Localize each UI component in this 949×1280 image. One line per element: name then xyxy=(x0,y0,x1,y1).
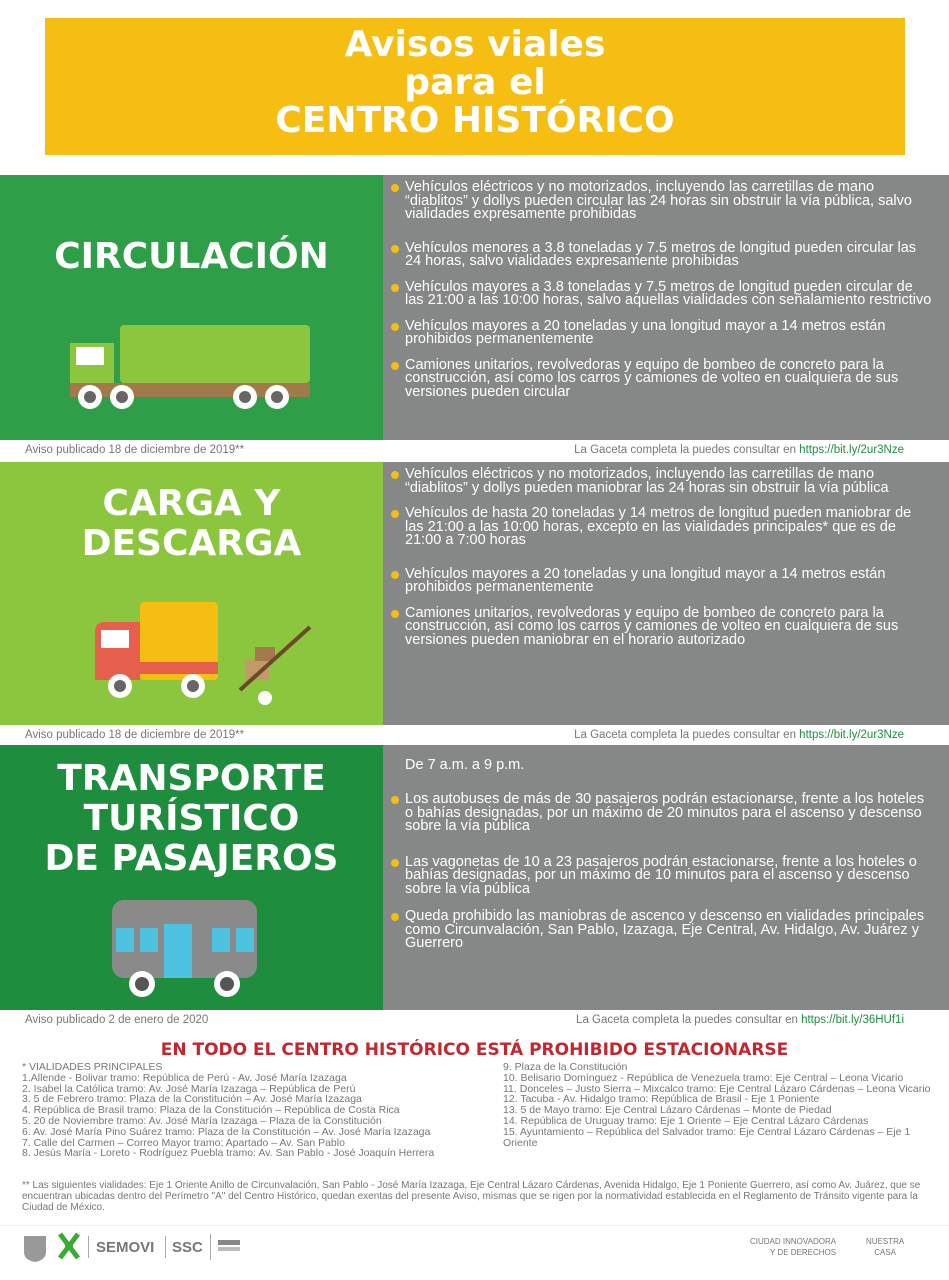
ciudad-line: Y DE DERECHOS xyxy=(770,1248,837,1257)
rule-item: Vehículos mayores a 3.8 toneladas y 7.5 metros de longitud pueden circular de las 21:00 a las 10:00 horas, salvo aquellas vialidades con señalamiento restrictivo xyxy=(391,281,933,308)
vialidad-item: 5. 20 de Noviembre tramo: Av. José María Izazaga – Plaza de la Constitución xyxy=(22,1114,382,1127)
section-1 xyxy=(0,462,949,725)
delivery-truck-icon xyxy=(95,602,325,716)
section-panel xyxy=(0,745,383,1010)
gaceta-link[interactable]: https://bit.ly/2ur3Nze xyxy=(799,444,904,456)
vialidad-item: 2. Isabel la Católica tramo: Av. José María Izazaga – República de Perú xyxy=(22,1082,356,1095)
vialidad-item: 6. Av. José María Pino Suárez tramo: Plaza de la Constitución – Av. José María Izazaga xyxy=(22,1125,431,1138)
gaceta-link[interactable]: https://bit.ly/36HUf1i xyxy=(801,1014,904,1026)
page-title xyxy=(45,18,905,155)
rule-item: Vehículos mayores a 20 toneladas y una longitud mayor a 14 metros están prohibidos permanentemente xyxy=(391,568,933,595)
gaceta-text: La Gaceta completa la puedes consultar en xyxy=(574,729,796,741)
section-title: CIRCULACIÓN xyxy=(54,236,329,277)
vialidad-item: 10. Belisario Domínguez - República de Venezuela tramo: Eje Central – Leona Vicario xyxy=(503,1071,904,1084)
vialidad-item: 13. 5 de Mayo tramo: Eje Central Lázaro Cárdenas – Monte de Piedad xyxy=(503,1104,832,1117)
vialidad-item: 12. Tacuba - Av. Hidalgo tramo: República de Brasil - Eje 1 Poniente xyxy=(503,1093,820,1106)
casa-line: CASA xyxy=(874,1248,897,1257)
section-title: DESCARGA xyxy=(81,523,302,564)
vialidad-item: 11. Donceles – Justo Sierra – Mixcalco tramo: Eje Central Lázaro Cárdenas – Leona Vicario xyxy=(503,1082,931,1095)
section-panel xyxy=(0,175,383,440)
vialidad-item: 3. 5 de Febrero tramo: Plaza de la Constitución – Av. José María Izazaga xyxy=(22,1093,362,1106)
section-footer xyxy=(0,440,949,460)
published-date: Aviso publicado 18 de diciembre de 2019** xyxy=(25,444,245,456)
vialidad-item: 14. República de Uruguay tramo: Eje 1 Oriente – Eje Central Lázaro Cárdenas xyxy=(503,1114,869,1127)
ciudad-logo xyxy=(750,1236,836,1258)
rule-item: Vehículos eléctricos y no motorizados, incluyendo las carretillas de mano “diablitos” y dollys pueden circular las 24 horas sin obstruir la vía pública, salvo vialidades expresamente prohibidas xyxy=(391,181,933,222)
schedule-text: De 7 a.m. a 9 p.m. xyxy=(405,757,525,773)
title-line: Avisos viales xyxy=(344,24,606,65)
nuestra-casa-logo xyxy=(866,1236,904,1258)
rules-panel xyxy=(383,462,949,725)
published-date: Aviso publicado 18 de diciembre de 2019** xyxy=(25,729,245,741)
vialidad-item: 4. República de Brasil tramo: Plaza de la Constitución – República de Costa Rica xyxy=(22,1104,400,1117)
rule-item: Vehículos eléctricos y no motorizados, incluyendo las carretillas de mano “diablitos” y dollys pueden maniobrar las 24 horas sin obstruir la vía pública xyxy=(391,468,933,495)
vialidades-left xyxy=(22,1062,492,1159)
rule-item: Vehículos mayores a 20 toneladas y una longitud mayor a 14 metros están prohibidos permanentemente xyxy=(391,320,933,347)
cdmx-shield-icon xyxy=(22,1234,48,1262)
bus-icon xyxy=(112,900,262,1014)
rule-item: Las vagonetas de 10 a 23 pasajeros podrán estacionarse, frente a los hoteles o bahías designadas, por un máximo de 10 minutos para el ascenso y descenso sobre la vía pública xyxy=(391,856,933,897)
vialidad-item: 1.Allende - Bolivar tramo: República de Perú - Av. José María Izazaga xyxy=(22,1071,347,1084)
gaceta-text: La Gaceta completa la puedes consultar en xyxy=(576,1014,798,1026)
rule-item: Vehículos de hasta 20 toneladas y 14 metros de longitud pueden maniobrar de las 21:00 a las 10:00 horas, excepto en las vialidades principales* que es de 21:00 a 7:00 horas xyxy=(391,507,933,548)
section-title: TRANSPORTE xyxy=(57,758,326,799)
title-line: para el xyxy=(404,62,546,103)
rule-item: Los autobuses de más de 30 pasajeros podrán estacionarse, frente a los hoteles o bahías designadas, por un máximo de 20 minutos para el ascenso y descenso sobre la vía pública xyxy=(391,793,933,834)
section-2 xyxy=(0,745,949,1010)
gaceta-note xyxy=(574,440,904,460)
section-panel xyxy=(0,462,383,725)
section-title: DE PASAJEROS xyxy=(44,838,339,879)
vialidad-item: 8. Jesús María - Loreto - Rodríguez Puebla tramo: Av. San Pablo - José Joaquín Herrera xyxy=(22,1147,435,1160)
truck-icon xyxy=(70,325,320,419)
rules-panel xyxy=(383,745,949,1010)
vialidad-item: 15. Ayuntamiento – República del Salvador tramo: Eje Central Lázaro Cárdenas – Eje 1 Oriente xyxy=(503,1125,911,1149)
rule-item: Queda prohibido las maniobras de ascenco y descenso en vialidades principales como Circunvalación, San Pablo, Izazaga, Eje Central, Av. Hidalgo, Av. Juárez y Guerrero xyxy=(391,910,933,951)
section-footer xyxy=(0,725,949,745)
published-date: Aviso publicado 2 de enero de 2020 xyxy=(25,1014,209,1026)
gaceta-note xyxy=(576,1010,904,1030)
centro-historico-logo-icon xyxy=(218,1240,240,1252)
prohibition-heading: EN TODO EL CENTRO HISTÓRICO ESTÁ PROHIBIDO ESTACIONARSE xyxy=(160,1040,789,1060)
section-title: TURÍSTICO xyxy=(83,798,300,839)
gaceta-note xyxy=(574,725,904,745)
gaceta-link[interactable]: https://bit.ly/2ur3Nze xyxy=(799,729,904,741)
logo-bar xyxy=(0,1225,949,1265)
rules-panel xyxy=(383,175,949,440)
title-line: CENTRO HISTÓRICO xyxy=(275,100,675,141)
footnote: ** Las siguientes vialidades: Eje 1 Oriente Anillo de Circunvalación, San Pablo - José María Izazaga, Eje Central Lázaro Cárdenas, Avenida Hidalgo, Eje 1 Poniente Guerrero, así como Av. Juárez, que se encuentran ubicadas dentro del Perímetro "A" del Centro Histórico, quedan exentas del presente Aviso, mismas que se rigen por la normatividad establecida en el Reglamento de Tránsito vigente para la Ciudad de México. xyxy=(22,1180,921,1213)
semovi-logo: SEMOVI xyxy=(96,1239,155,1256)
vialidades-right xyxy=(503,1062,933,1148)
gaceta-text: La Gaceta completa la puedes consultar en xyxy=(574,444,796,456)
section-0 xyxy=(0,175,949,440)
rule-item: Camiones unitarios, revolvedoras y equipo de bombeo de concreto para la construcción, así como los carros y camiones de volteo en cualquiera de sus versiones pueden circular xyxy=(391,359,933,400)
rule-item: Vehículos menores a 3.8 toneladas y 7.5 metros de longitud pueden circular las 24 horas, salvo vialidades expresamente prohibidas xyxy=(391,242,933,269)
vialidad-item: 7. Calle del Carmen – Correo Mayor tramo: Apartado – Av. San Pablo xyxy=(22,1136,345,1149)
rule-item: Camiones unitarios, revolvedoras y equipo de bombeo de concreto para la construcción, así como los carros y camiones de volteo en cualquiera de sus versiones pueden maniobrar en el horario autorizado xyxy=(391,607,933,648)
ssc-logo: SSC xyxy=(172,1239,203,1256)
vialidad-item: 9. Plaza de la Constitución xyxy=(503,1061,628,1073)
section-footer xyxy=(0,1010,949,1030)
ciudad-line: CIUDAD INNOVADORA xyxy=(750,1237,837,1246)
cdmx-logo-icon xyxy=(56,1230,82,1262)
nuestra-line: NUESTRA xyxy=(866,1237,905,1246)
section-title: CARGA Y xyxy=(102,483,281,524)
vialidades-title: * VIALIDADES PRINCIPALES xyxy=(22,1061,163,1073)
